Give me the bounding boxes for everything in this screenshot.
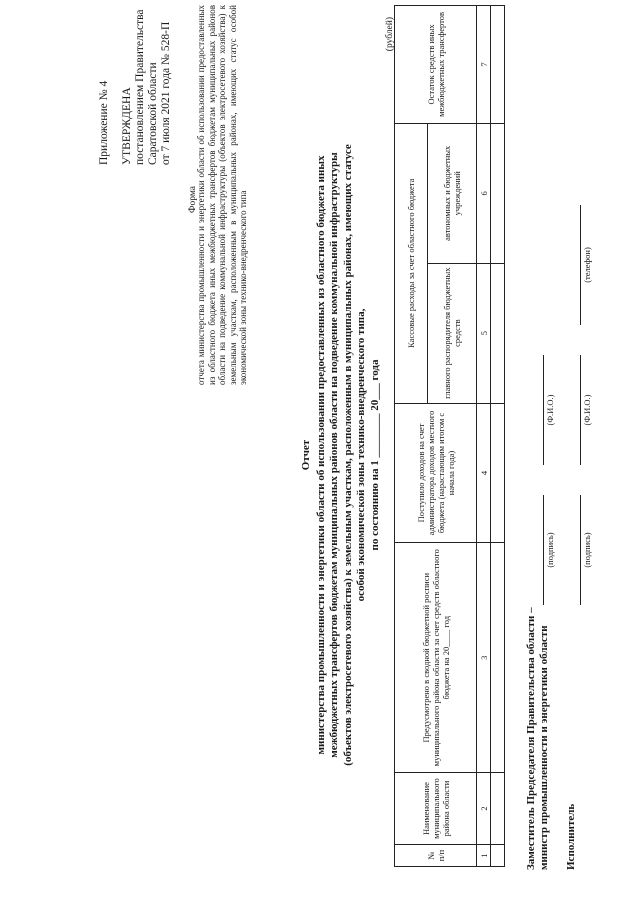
approval-line-3: от 7 июля 2021 года № 528-П	[160, 21, 172, 165]
header-district: Наименование муниципального района области	[395, 773, 477, 845]
header-expenses-institutions: автономных и бюджетных учреждений	[428, 123, 477, 263]
report-title-line: (объектов электросетевого хозяйства) к земельным участкам, расположенным в муниципальных районах, имеющих статусе	[341, 144, 354, 766]
form-description: отчета министерства промышленности и энергетики области об использовании предоставленных из областного бюджета иных межбюджетных трансфертов бюджетам муниципальных районов области на подведение коммунальной инфраструктуры (объектов электросетевого хозяйства) к земельным участкам, расположенным в муниципальных районах, имеющих статус особой экономической зоны технико-внедренческого типа	[196, 5, 248, 385]
column-number: 3	[477, 543, 491, 773]
executor-signature-caption: (подпись)	[582, 532, 592, 568]
report-title-line: межбюджетных трансфертов бюджетам муниципальных районов области на подведение коммунальной инфраструктуры	[328, 152, 340, 758]
deputy-title-line-1: Заместитель Председателя Правительства области –	[525, 607, 537, 870]
deputy-signature-line	[543, 495, 544, 605]
empty-data-row	[491, 6, 505, 867]
report-heading: Отчет	[300, 439, 312, 471]
header-received: Поступило доходов на счет администратора доходов местного бюджета (нарастающим итогом с начала года)	[395, 403, 477, 543]
appendix-number: Приложение № 4	[98, 80, 110, 165]
header-remainder: Остаток средств иных межбюджетных трансфертов	[395, 6, 477, 124]
executor-phone-line	[580, 205, 581, 325]
header-expenses: Кассовые расходы за счет областного бюджета	[395, 123, 428, 403]
report-table	[394, 5, 505, 867]
form-label: Форма	[188, 185, 198, 213]
executor-name-caption: (Ф.И.О.)	[582, 394, 592, 426]
approval-line-1: постановлением Правительства	[134, 9, 146, 165]
empty-cell	[491, 543, 505, 773]
empty-cell	[491, 123, 505, 263]
column-number: 4	[477, 403, 491, 543]
executor-signature-line	[580, 495, 581, 605]
column-number: 7	[477, 6, 491, 124]
empty-cell	[491, 6, 505, 124]
column-number: 6	[477, 123, 491, 263]
deputy-title-line-2: министр промышленности и энергетики области	[538, 625, 550, 870]
executor-phone-caption: (телефон)	[582, 247, 592, 283]
column-number: 5	[477, 263, 491, 403]
deputy-signature-caption: (подпись)	[545, 532, 555, 568]
header-num: № п/п	[395, 845, 477, 867]
column-number: 1	[477, 845, 491, 867]
header-planned: Предусмотрено в сводной бюджетной росписи муниципального района области за счет средств областного бюджета на 20____ год	[395, 543, 477, 773]
empty-cell	[491, 403, 505, 543]
empty-cell	[491, 263, 505, 403]
executor-label: Исполнитель	[565, 803, 577, 870]
deputy-name-caption: (Ф.И.О.)	[545, 394, 555, 426]
executor-name-line	[580, 355, 581, 465]
approved-stamp: УТВЕРЖДЕНА	[121, 87, 133, 165]
column-numbers-row	[477, 6, 491, 867]
report-title-line: министерства промышленности и энергетики области об использовании предоставленных из областного бюджета иных	[314, 155, 327, 755]
deputy-name-line	[543, 355, 544, 465]
empty-cell	[491, 773, 505, 845]
approval-line-2: Саратовской области	[147, 62, 159, 165]
approval-block	[98, 9, 173, 165]
report-title	[300, 105, 382, 805]
empty-cell	[491, 845, 505, 867]
header-expenses-main: главного распорядителя бюджетных средств	[428, 263, 477, 403]
report-date-line: по состоянию на 1 ________ 20___ года	[368, 359, 381, 551]
units-label: (рублей)	[385, 17, 395, 52]
deputy-signature-title	[525, 607, 551, 870]
report-title-line: особой экономической зоны технико-внедренческого типа,	[355, 308, 367, 602]
column-number: 2	[477, 773, 491, 845]
